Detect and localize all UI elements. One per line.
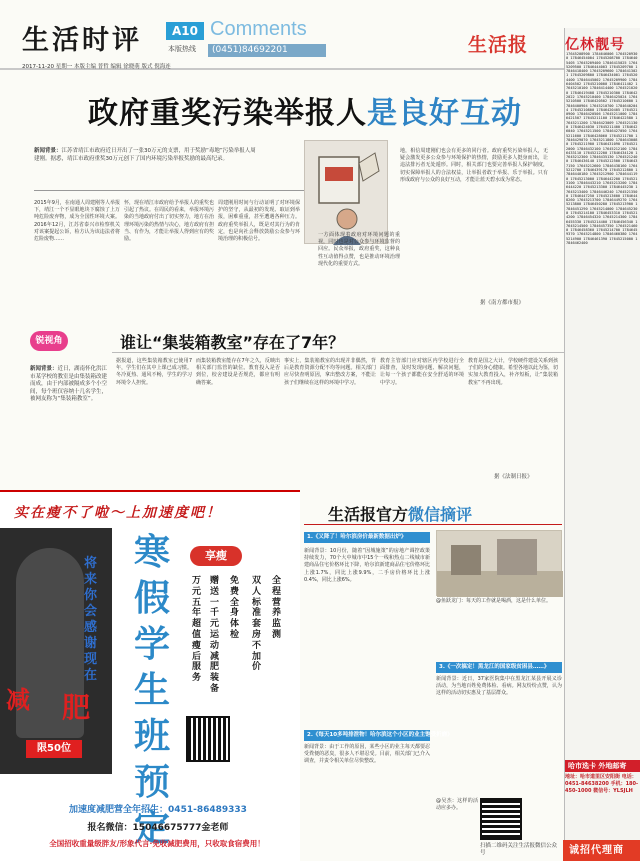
illustration-icon — [305, 141, 389, 245]
ad-contact-line: 加速度减肥营全年招生：0451-86489333 — [69, 805, 247, 815]
article2-column-3: 事实上，集装箱教室的出现并非偶然，背后是教育资源分配不均等问题。相关部门应尽快查明原因，拿出整改方案，不能让孩子们继续在这样的环境中学习。 — [284, 358, 376, 386]
ad-slogan: 实在瘦不了啦～上加速度吧！ — [14, 505, 222, 521]
article2-headline: 谁让“集装箱教室”存在了7年？ — [120, 333, 345, 352]
ad-big-title: 寒假学生班预定 — [133, 532, 170, 849]
masthead-logo: 生活报 — [468, 34, 529, 56]
comments-title: Comments — [210, 18, 307, 40]
article2-badge: 锐视角 — [30, 331, 68, 351]
wechat-body-1: 新闻背景：10月份，随着“因城施策”的房地产调控政策持续发力，70个大中城市中15个一线和热点二线城市新建商品住宅价格环比下降，哈尔滨新建商品住宅价格环比上涨1.7%，同比上涨9.9%，二手房价格环比上涨0.4%，同比上涨6%。 — [304, 548, 430, 583]
ad-feature-5: 全程营养监测 — [272, 576, 282, 640]
hotline-number: (0451)84692201 — [208, 44, 326, 57]
article1-column-5: 地，相信周建刚们也会有更多的同行者。政府重奖污染举报人，无疑会激发更多公众参与环境保护的热情，鼓励更多人挺身而出，让违法排污者无处遁形。同时，相关部门也要完善举报人保护制度，切实保障举报人的合法权益，让举报者敢于举报、乐于举报。只有形成政府与公众的良好互动，才能让蓝天碧水成为常态。 — [400, 148, 548, 183]
wechat-topic-1: 1.《又降了！哈尔滨房价最新数据出炉》 — [304, 532, 430, 543]
right-ad-number-list: 17645208900 1784646006 17645209300 17846454004 17645208700 17846405405 17645209400 17846415025 17645209500 17846444003 17645209700 17846418400 17645209600 17846413021 17645209800 17846434001 17645204400 17846445002 17645209900 17846404502 17645210000 17846411402 17645210100 17846414400 17645210200 17846419408 17645210300 17846422022 17645210400 17846425024 17645210500 17846420502 17645210600 17846400904 17645210700 17846402044 17645210800 17846420405 17645210900 17846420506 17645211000 17846421507 17645211100 17846422580 17645211200 17846423009 17645211300 17846424030 17645211400 17846426040 17645211500 17846427050 17645211600 17846428060 17645211700 17846429070 17645211800 17846430080 17645211900 17846431090 17645212000 17846432100 17645212100 17846433110 17645212200 17846434120 17645212300 17846435130 17645212400 17846436140 17645212500 17846437150 17645212600 17846438160 17645212700 17846439170 17645212800 17846440180 17645212900 17846441190 17645213000 17846442200 17645213100 17846443210 17645213200 17846444220 17645213300 17846445230 17645213400 17846446240 17645213500 17846447250 17645213600 17846448260 17645213700 17846449270 17645213800 17846450280 17645213900 17846451290 17645214000 17846452300 17645214100 17846453310 17645214200 17846454320 17645214300 17846455330 17645214400 17846456340 17645214500 17846457350 17645214600 17846458360 17645214700 17846459370 17645214800 17846460380 17645214900 17846461390 17645215000 17846462400 — [566, 52, 638, 246]
wechat-comment-2: @吴杰：这样的活动应多办。 — [436, 798, 478, 812]
article1-headline-part-a: 政府重奖污染举报人 — [88, 96, 367, 131]
divider — [112, 352, 564, 353]
wechat-title-part-a: 生活报官方 — [328, 505, 409, 524]
article1-column-3: 周建刚用时间与行动证明了对环境保护的坚守，从最初的发现、取证到举报，困难重重，甚至遭遇各种压力。政府重奖举报人，既是对其行为的肯定，也是向社会释放鼓励公众参与环境治理的积极信号。 — [218, 200, 300, 243]
section-title: 生活时评 — [22, 25, 142, 56]
wechat-section-title — [328, 502, 472, 525]
wechat-qr-caption: 扫描二维码关注生活报微信公众号 — [480, 843, 558, 856]
right-ad-brand: 亿林靓号 — [565, 37, 625, 53]
ad-feature-4: 双人标准套房不加价 — [252, 576, 262, 673]
article1-summary-label: 新闻背景： — [34, 148, 62, 154]
ad-feature-1: 万元五年超值瘦后服务 — [192, 576, 202, 684]
ad-photo-text: 将来你会感谢现在 — [84, 556, 98, 683]
page-number-badge: A10 — [166, 22, 204, 40]
right-ad-contact-info: 地址：哈市道里区安阳街 电话：0451-84638200 手机：180-450-1000 微信号：YLSJLH — [565, 774, 639, 794]
article1-column-2: 怀，现在靖江市政府给予举报人的重奖也引起了热议。在周民的看来，举报环境污染的当地政府付出了切实努力，地方在治理环境污染的热情与决心，地方政府有担当、有作为，才能让举报人得到应有的奖励。 — [124, 200, 215, 243]
article1-credit: 据《南方都市报》 — [480, 300, 525, 306]
ad-wechat-line: 报名微信：15046675777金老师 — [87, 823, 229, 833]
ad-qr-code-icon — [186, 716, 230, 762]
article2-summary-label: 新闻背景： — [30, 366, 58, 372]
ad-footer-line: 全国招收重量级胖友/形象代言·免收减肥费用，只收取食宿费用！ — [49, 839, 265, 848]
right-ad-red-box: 哈市选卡 外地邮寄 — [565, 760, 640, 772]
article2-column-4: 教育主管部门应对辖区内学校进行全面排查，及时发现问题、解决问题，让每一个孩子都能在安全舒适的环境中学习。 — [380, 358, 464, 386]
wechat-comment-1: @鱼跃龙门：每天的工作就是喝酒，这是什么单位。 — [436, 598, 552, 604]
article2-column-1: 据报道，这些集装箱教室已使用7年，学生们在其中上课已成习惯。冬冷夏热、通风不畅，学生的学习环境令人担忧。 — [116, 358, 192, 386]
wechat-topic-2: 2.《每天10多吨排泄物！哈尔滨这个小区的业主饱受折磨》 — [304, 730, 430, 741]
ad-jian-text: 减 — [6, 686, 30, 714]
hotline-label: 本版热线 — [168, 45, 196, 53]
right-ad-footer: 诚招代理商 — [563, 840, 640, 861]
wechat-topic-3: 3.《一次搞定！黑龙江的国家级贫困县……》 — [436, 662, 562, 673]
article2-summary — [30, 366, 112, 470]
article1-summary — [34, 148, 256, 188]
ad-feature-2: 赠送一千元运动减肥装备 — [210, 576, 220, 694]
dateline: 2017-11-20 星期一 本版主编 普哲 编辑 徐晓萌 版式 倪海连 — [22, 64, 171, 70]
photo-icon — [437, 531, 563, 597]
article2-summary-text: 近日，湖南怀化洪江市某学校的教室是由集装箱改建而成，由于内部被隔成多个小空间，每个班仅容纳十几名学生，被网友称为“集装箱教室”。 — [30, 366, 108, 403]
wechat-body-2: 新闻背景：由于工作的原因，某些小区的业主每天都要忍受粪便的恶臭，很多人不堪忍受。目前，相关部门已介入调查，并责令相关单位尽快整改。 — [304, 744, 430, 765]
article1-headline-part-b: 是良好互动 — [367, 96, 522, 131]
article2-column-2: 而集装箱教室能存在7年之久，反映出相关部门监管的缺位。教育投入是否到位，校舍建设是否规范，都应有明确答案。 — [196, 358, 280, 386]
article2-column-5: 教育是国之大计，学校硬件建设关系到孩子们的身心健康。希望各地以此为鉴，切实加大教育投入，补齐短板，让“集装箱教室”不再出现。 — [468, 358, 559, 386]
ad-feature-3: 免费全身体检 — [230, 576, 240, 640]
article1-column-4: 一方面体现着政府对环境问题的重视，同时也是对公众参与环境监督的回应。民众举报，政府重奖，这种良性互动值得点赞，也是推动环境治理现代化的重要方式。 — [318, 232, 400, 267]
article1-column-1: 2015年9月，在南通人周建刚等人举报下，靖江一个不显眼地块下腐蚀了上万吨危险废弃物，成为全国性环境大案。2016年12月，江苏省泰兴市检察机关对该案提起公诉，检方认为该违法者将危险废物…… — [34, 200, 120, 243]
divider — [304, 524, 562, 525]
wechat-title-part-b: 微信摘评 — [408, 505, 473, 524]
wechat-photo — [436, 530, 562, 596]
ad-limit-badge: 限50位 — [26, 740, 82, 758]
ad-fei-text: 肥 — [62, 691, 91, 724]
wechat-qr-code-icon — [480, 798, 522, 840]
ad-pill-badge: 享瘦 — [190, 546, 242, 566]
wechat-body-3: 新闻背景：近日，37家医院集中在黑龙江某县开展义诊活动，为当地百姓免费体检、看病。网友纷纷点赞，认为这样的活动切实惠及了基层群众。 — [436, 676, 562, 697]
article2-credit: 据《法制日报》 — [494, 474, 533, 480]
article1-illustration — [304, 140, 388, 244]
article1-summary-text: 江苏省靖江市政府近日开出了一张30万元的支票，用于奖励“毒地”污染举报人周建刚。据悉，靖江市政府重奖30万元创下了国内环境污染举报奖励的最高纪录。 — [34, 148, 256, 162]
article1-headline — [88, 88, 522, 132]
